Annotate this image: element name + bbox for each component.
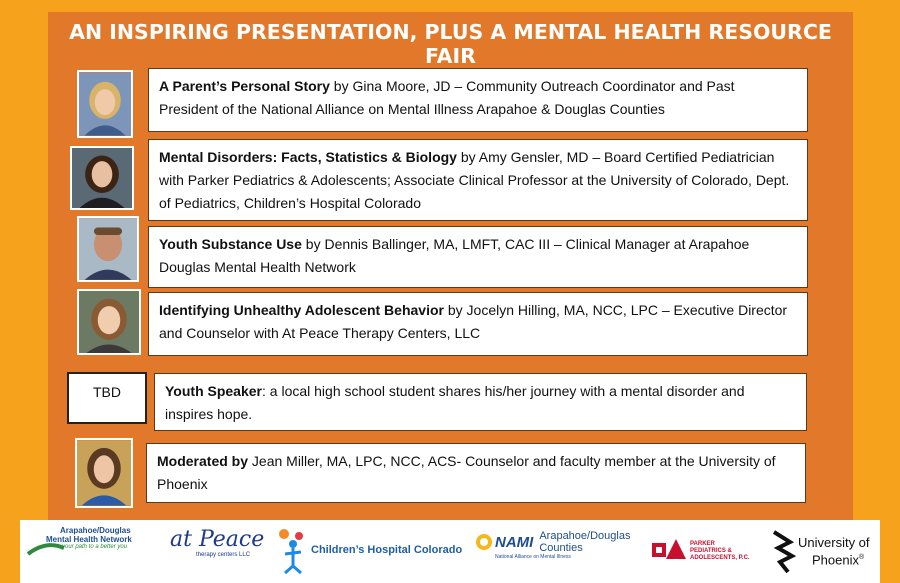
moderator-box — [146, 443, 806, 503]
logo-university-of-phoenix — [770, 524, 878, 578]
speaker-box-3 — [148, 226, 808, 288]
session-title: A Parent’s Personal Story — [159, 78, 330, 94]
childrens-hospital-name: Children’s Hospital Colorado — [311, 544, 463, 556]
nami-circle-icon — [475, 533, 493, 551]
logo-childrens-hospital-colorado — [275, 524, 465, 576]
uop-trademark: ® — [858, 553, 865, 561]
speaker-photo-dennis-ballinger — [77, 216, 139, 282]
parker-line2: PEDIATRICS & — [690, 547, 732, 554]
logo-parker-pediatrics — [652, 534, 767, 568]
parker-line3: ADOLESCENTS, P.C. — [690, 554, 750, 561]
uop-line1: University of — [798, 534, 870, 550]
atpeace-wordmark: at Peace — [170, 527, 265, 552]
nami-row — [475, 530, 630, 554]
nami-region-line2: Counties — [539, 542, 583, 554]
nami-region-line1: Arapahoe/Douglas — [539, 530, 631, 542]
atpeace-sub-text: therapy centers — [196, 552, 238, 558]
nami-subtitle: National Alliance on Mental Illness — [495, 554, 571, 560]
adm-tagline: your path to a better you — [62, 544, 128, 550]
adm-name-line2: Mental Health Network — [46, 535, 132, 544]
parker-line1: PARKER — [690, 540, 715, 547]
speaker-photo-amy-gensler — [70, 146, 134, 210]
session-description: : a local high school student shares his/her journey with a mental disorder and inspires hope. — [165, 383, 745, 422]
nami-mark: NAMI — [495, 533, 534, 551]
session-title: Moderated by — [157, 453, 249, 469]
childrens-hospital-figure-icon — [275, 526, 309, 574]
adm-swoosh-icon — [26, 540, 66, 560]
speaker-box-1 — [148, 68, 808, 132]
session-description: by Dennis Ballinger, MA, LMFT, CAC III – Clinical Manager at Arapahoe Douglas Mental Health Network — [159, 236, 750, 275]
speaker-photo-jocelyn-hilling — [77, 289, 141, 355]
uop-line2-wrap — [812, 550, 870, 567]
parker-pediatrics-emblem-icon — [652, 537, 688, 565]
session-description: by Amy Gensler, MD – Board Certified Pediatrician with Parker Pediatrics & Adolescents; Associate Clinical Professor at the University of Colorado, Dept. of Pediatrics, Children’s Hospital Colorado — [159, 149, 790, 211]
uop-line2: Phoenix — [812, 552, 859, 568]
phoenix-bird-icon — [770, 528, 798, 574]
logo-arapahoe-douglas-mhn — [26, 526, 166, 574]
speaker-photo-jean-miller — [75, 438, 133, 508]
session-description: Jean Miller, MA, LPC, NCC, ACS- Counselor and faculty member at the University of Phoenix — [157, 453, 776, 492]
page-title: AN INSPIRING PRESENTATION, PLUS A MENTAL HEALTH RESOURCE FAIR — [69, 20, 832, 68]
logo-nami — [475, 530, 660, 572]
nami-region — [539, 530, 630, 554]
session-description: by Jocelyn Hilling, MA, NCC, LPC – Executive Director and Counselor with At Peace Therapy Centers, LLC — [159, 302, 788, 341]
parker-text — [690, 541, 750, 562]
uop-text — [798, 535, 870, 567]
speaker-box-4 — [148, 292, 808, 356]
atpeace-sub — [196, 552, 250, 558]
session-title: Mental Disorders: Facts, Statistics & Biology — [159, 149, 457, 165]
session-description: by Gina Moore, JD – Community Outreach Coordinator and Past President of the National Alliance on Mental Illness Arapahoe & Douglas Counties — [159, 78, 735, 117]
logo-at-peace — [170, 528, 265, 572]
sponsor-logos-bar — [20, 520, 880, 583]
adm-name-line1: Arapahoe/Douglas — [60, 526, 131, 535]
speaker-photo-gina-moore — [77, 70, 133, 138]
atpeace-llc: LLC — [239, 552, 251, 558]
session-title: Youth Speaker — [165, 383, 262, 399]
tbd-placeholder: TBD — [67, 372, 147, 424]
speaker-box-2 — [148, 139, 808, 221]
session-title: Youth Substance Use — [159, 236, 302, 252]
speaker-box-5 — [154, 373, 807, 431]
session-title: Identifying Unhealthy Adolescent Behavior — [159, 302, 444, 318]
